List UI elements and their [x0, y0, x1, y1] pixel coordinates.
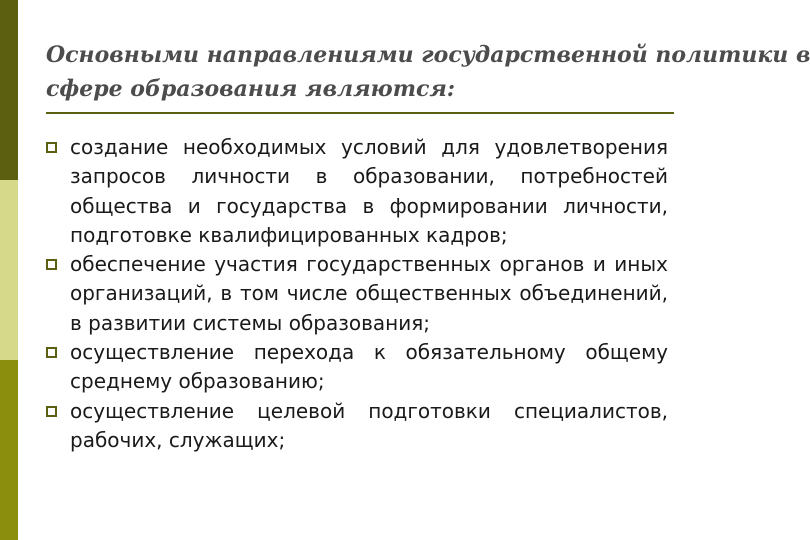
slide-title-line-1: Основными направлениями государственной политики в: [46, 42, 810, 68]
bullet-text: создание необходимых условий для удовлетворения запросов личности в образовании, потребностей общества и государства в формировании личности, подготовке квалифицированных кадров;: [70, 135, 668, 247]
checkbox-square-icon: [46, 142, 57, 153]
bullet-item: [46, 397, 668, 456]
checkbox-square-icon: [46, 259, 57, 270]
bullet-item: [46, 338, 668, 397]
title-underline: [46, 112, 674, 114]
bullet-list: [46, 133, 668, 455]
side-accent-segment-middle: [0, 180, 18, 360]
slide-title: [46, 38, 810, 106]
side-accent-bar: [0, 0, 18, 540]
bullet-text: обеспечение участия государственных органов и иных организаций, в том числе общественных объединений, в развитии системы образования;: [70, 252, 668, 335]
bullet-item: [46, 133, 668, 250]
checkbox-square-icon: [46, 347, 57, 358]
bullet-item: [46, 250, 668, 338]
side-accent-segment-top: [0, 0, 18, 180]
checkbox-square-icon: [46, 406, 57, 417]
side-accent-segment-bottom: [0, 360, 18, 540]
bullet-text: осуществление целевой подготовки специалистов, рабочих, служащих;: [70, 398, 668, 452]
slide-title-line-2: сфере образования являются:: [46, 76, 455, 102]
bullet-text: осуществление перехода к обязательному общему среднему образованию;: [70, 340, 668, 394]
